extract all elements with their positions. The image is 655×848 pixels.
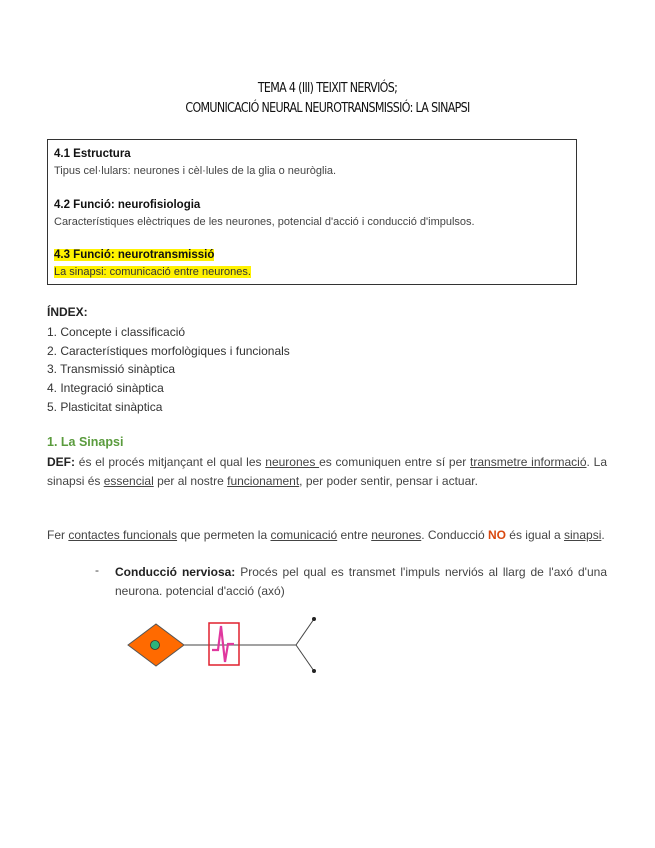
- def-text-1: és el procés mitjançant el qual les: [75, 455, 266, 469]
- bullet-label: Conducció nerviosa:: [115, 565, 236, 579]
- nucleus-dot: [151, 641, 160, 650]
- p2-text-4: . Conducció: [421, 528, 488, 542]
- def-underline-4: funcionament: [227, 474, 300, 488]
- p2-underline-2: comunicació: [270, 528, 338, 542]
- definition-paragraph: [47, 453, 607, 491]
- def-text-5: , per poder sentir, pensar i actuar.: [299, 474, 478, 488]
- p2-text-5: és igual a: [505, 528, 565, 542]
- def-text-2: es comuniquen entre sí per: [319, 455, 471, 469]
- terminal-bouton-upper: [312, 617, 316, 621]
- p2-text-2: que permeten la: [177, 528, 271, 542]
- index-item-2: 2. Característiques morfològiques i funcionals: [47, 344, 290, 358]
- title-line-1: TEMA 4 (III) TEIXIT NERVIÓS;: [257, 80, 398, 96]
- index-item-1: 1. Concepte i classificació: [47, 325, 186, 339]
- title-line-2: COMUNICACIÓ NEURAL NEUROTRANSMISSIÓ: LA SINAPSI: [185, 100, 470, 116]
- terminal-bouton-lower: [312, 669, 316, 673]
- def-label: DEF:: [47, 455, 75, 469]
- summary-text-3: La sinapsi: comunicació entre neurones.: [54, 266, 251, 278]
- conduction-paragraph: [47, 526, 607, 545]
- axon-terminal-lower: [296, 645, 314, 671]
- p2-text-1: Fer: [47, 528, 69, 542]
- summary-box: [47, 139, 577, 285]
- def-text-4: per al nostre: [153, 474, 228, 488]
- summary-heading-1: 4.1 Estructura: [54, 148, 131, 160]
- index-item-4: 4. Integració sinàptica: [47, 381, 164, 395]
- def-text-3: . La sinapsi és: [47, 455, 607, 488]
- p2-text-6: .: [601, 528, 605, 542]
- summary-text-2: Característiques elèctriques de les neurones, potencial d'acció i conducció d'impulsos.: [54, 216, 475, 228]
- action-potential-wave: [212, 626, 234, 662]
- index-item-3: 3. Transmissió sinàptica: [47, 362, 176, 376]
- index-heading: ÍNDEX:: [47, 305, 88, 319]
- p2-underline-3: neurones: [371, 528, 422, 542]
- summary-text-1: Tipus cel·lulars: neurones i cèl·lules de la glia o neuròglia.: [54, 165, 337, 177]
- bullet-text: Procés pel qual es transmet l'impuls nerviós al llarg de l'axó d'una neurona. potencial d'acció (axó): [115, 565, 607, 598]
- summary-heading-3: 4.3 Funció: neurotransmissió: [54, 249, 215, 261]
- section-1-heading: 1. La Sinapsi: [47, 435, 124, 449]
- axon-terminal-upper: [296, 619, 314, 645]
- index-item-5: 5. Plasticitat sinàptica: [47, 400, 163, 414]
- p2-underline-1: contactes funcionals: [68, 528, 178, 542]
- p2-text-3: entre: [337, 528, 372, 542]
- bullet-conduction: [115, 563, 607, 601]
- neuron-diagram: [120, 610, 340, 685]
- summary-heading-2: 4.2 Funció: neurofisiologia: [54, 199, 201, 211]
- p2-underline-4: sinapsi: [564, 528, 602, 542]
- no-emphasis: NO: [487, 528, 506, 542]
- def-underline-2: transmetre informació: [470, 455, 587, 469]
- bullet-dash: -: [95, 563, 99, 577]
- def-underline-3: essencial: [103, 474, 154, 488]
- def-underline-1: neurones: [265, 455, 320, 469]
